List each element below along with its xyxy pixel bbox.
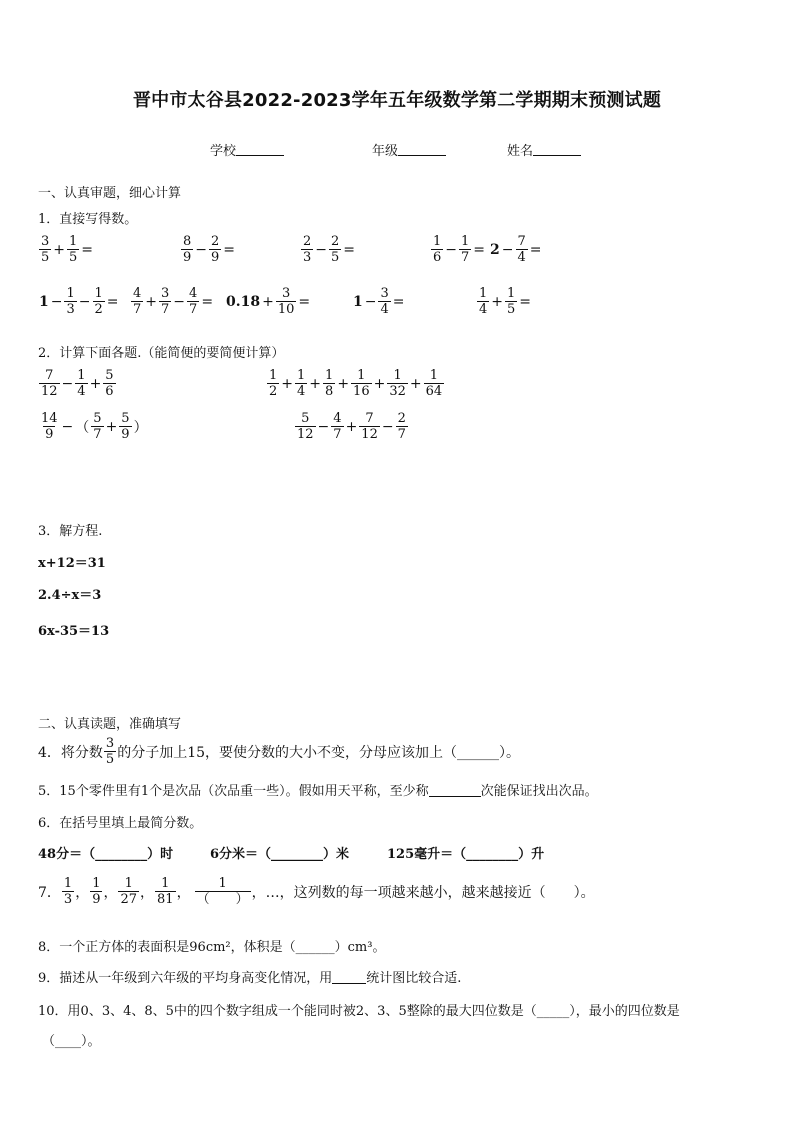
grade-field [372, 140, 446, 159]
q6-a: 48分＝（________）时 [38, 847, 174, 862]
operator: − [381, 418, 394, 435]
operator: + [409, 375, 422, 392]
operator: = [473, 241, 486, 258]
fraction [75, 368, 87, 399]
denominator: 7 [93, 427, 102, 442]
fraction [431, 234, 443, 265]
q1-expr-7 [225, 286, 311, 317]
denominator: 9 [183, 250, 192, 265]
q2-expr-3 [38, 411, 149, 442]
denominator: 27 [120, 892, 138, 907]
fraction [295, 368, 307, 399]
operator: = [343, 241, 356, 258]
operator: = [106, 293, 119, 310]
denominator: 7 [161, 302, 170, 317]
operator: = [223, 241, 236, 258]
q1-expr-6 [130, 286, 214, 317]
denominator: 12 [41, 384, 58, 399]
numerator: 7 [45, 368, 54, 383]
fraction [505, 286, 517, 317]
operator: − [195, 241, 208, 258]
numerator: 1 [269, 368, 278, 383]
numerator: 1 [429, 368, 439, 383]
fraction [295, 411, 316, 442]
denominator: 5 [69, 250, 78, 265]
numerator: 5 [105, 368, 114, 383]
operator: = [81, 241, 94, 258]
fraction [459, 234, 471, 265]
numerator: 1 [393, 368, 402, 383]
operator: = [298, 293, 311, 310]
numerator: 3 [41, 234, 50, 249]
grade-label: 年级 [372, 144, 399, 159]
q2-expr-2 [266, 368, 445, 399]
q9: 9．描述从一年级到六年级的平均身高变化情况，用 统计图比较合适. [38, 971, 462, 986]
q6-label: 6．在括号里填上最简分数。 [38, 816, 203, 831]
fraction [155, 876, 176, 907]
q7: 7． $\frac{1}{3}$ ， $\frac{1}{9}$ ， $\frac{1}{27}$ ， $\frac{1}{81}$ ， $\frac{1}{( )}$ ，…，这列数的每一项越来越小，越来越接近（ ）。 [38, 876, 595, 907]
fraction [267, 368, 279, 399]
fraction [67, 234, 79, 265]
operator: + [145, 293, 158, 310]
q9-blank[interactable] [332, 971, 366, 984]
fraction [387, 368, 408, 399]
denominator: 5 [105, 752, 115, 767]
denominator: 7 [333, 427, 342, 442]
page-title: 晋中市太谷县2022-2023学年五年级数学第二学期期末预测试题 [132, 90, 662, 111]
numerator: 1 [92, 876, 101, 891]
school-label: 学校 [210, 144, 237, 159]
q2-label: 2．计算下面各题.（能简便的要简便计算） [38, 346, 285, 361]
q10-line-1: 10．用0、3、4、8、5中的四个数字组成一个能同时被2、3、5整除的最大四位数是（_____），最小的四位数是 [38, 1004, 680, 1019]
fraction [331, 411, 343, 442]
numerator: 1 [63, 876, 73, 891]
operator: − [50, 293, 63, 310]
denominator: 4 [297, 384, 306, 399]
denominator: 7 [461, 250, 470, 265]
operator: − [61, 418, 74, 435]
numerator: 1 [161, 876, 170, 891]
denominator: 64 [425, 384, 443, 399]
operator: 1 [353, 293, 363, 310]
denominator: 7 [397, 427, 406, 442]
q1-expr-2 [180, 234, 236, 265]
denominator: 5 [41, 250, 50, 265]
numerator: 1 [218, 876, 227, 891]
operator: − [61, 375, 74, 392]
numerator: 2 [397, 411, 406, 426]
numerator: 7 [517, 234, 526, 249]
operator: − [445, 241, 458, 258]
operator: + [53, 241, 66, 258]
q2-expr-4 [294, 411, 409, 442]
operator: = [529, 241, 542, 258]
fraction [90, 876, 102, 907]
numerator: 1 [69, 234, 78, 249]
fraction [329, 234, 341, 265]
q1-expr-8 [352, 286, 406, 317]
q5-blank[interactable] [429, 784, 481, 797]
q6-b: 6分米＝（________）米 [210, 847, 350, 862]
denominator: 32 [389, 384, 406, 399]
denominator: 10 [277, 302, 295, 317]
operator: + [281, 375, 294, 392]
section-2-heading: 二、认真读题，准确填写 [38, 717, 182, 732]
operator: − [364, 293, 377, 310]
numerator: 3 [380, 286, 389, 301]
numerator: 1 [357, 368, 366, 383]
numerator: 2 [303, 234, 312, 249]
fraction [359, 411, 380, 442]
q1-expr-1 [38, 234, 94, 265]
numerator: 1 [507, 286, 516, 301]
fraction [378, 286, 390, 317]
operator: 0.18 [226, 293, 261, 310]
numerator: 1 [77, 368, 86, 383]
operator: = [201, 293, 214, 310]
numerator: 1 [479, 286, 488, 301]
q1-label: 1．直接写得数。 [38, 212, 138, 227]
operator: ） [133, 419, 148, 436]
denominator: 4 [479, 302, 488, 317]
operator: + [262, 293, 274, 310]
operator: + [105, 418, 118, 435]
denominator: 2 [269, 384, 278, 399]
denominator: 12 [297, 427, 314, 442]
operator: − [315, 241, 328, 258]
q8: 8．一个正方体的表面积是96cm²，体积是（______）cm³。 [38, 940, 386, 955]
name-field [507, 140, 581, 159]
numerator: 1 [66, 286, 75, 301]
operator: − [78, 293, 91, 310]
fraction [93, 286, 105, 317]
numerator: 4 [189, 286, 198, 301]
numerator: 8 [183, 234, 192, 249]
numerator: 3 [281, 286, 291, 301]
denominator: 16 [353, 384, 370, 399]
fraction [323, 368, 335, 399]
denominator: 3 [303, 250, 312, 265]
school-blank[interactable] [236, 143, 284, 156]
grade-blank[interactable] [398, 143, 446, 156]
q3-equation-2: 2.4÷x＝3 [38, 588, 102, 603]
numerator: 1 [297, 368, 306, 383]
operator: + [309, 375, 322, 392]
q1-expr-3 [300, 234, 356, 265]
denominator: 3 [63, 892, 73, 907]
operator: （ [75, 419, 90, 436]
fraction [351, 368, 372, 399]
numerator: 2 [211, 234, 220, 249]
operator: + [89, 375, 102, 392]
operator: 2 [490, 241, 500, 258]
denominator: 7 [133, 302, 142, 317]
name-label: 姓名 [507, 144, 534, 159]
fraction [424, 368, 445, 399]
numerator: 5 [121, 411, 130, 426]
operator: + [491, 293, 504, 310]
numerator: 1 [325, 368, 334, 383]
numerator: 7 [365, 411, 374, 426]
denominator: 5 [507, 302, 516, 317]
fraction [39, 368, 60, 399]
q1-expr-9 [476, 286, 532, 317]
numerator: 14 [41, 411, 58, 426]
fraction [181, 234, 193, 265]
fraction [276, 286, 297, 317]
denominator: 6 [433, 250, 442, 265]
operator: 1 [39, 293, 49, 310]
numerator: 1 [433, 234, 442, 249]
numerator: 2 [331, 234, 340, 249]
numerator: 3 [161, 286, 170, 301]
fraction [62, 876, 74, 907]
q2-expr-1 [38, 368, 117, 399]
denominator: 9 [121, 427, 130, 442]
operator: − [173, 293, 186, 310]
fraction [131, 286, 143, 317]
numerator: 5 [301, 411, 310, 426]
denominator: 3 [66, 302, 75, 317]
fraction [209, 234, 221, 265]
operator: + [345, 418, 358, 435]
denominator: 7 [189, 302, 198, 317]
fraction [118, 876, 139, 907]
fraction [187, 286, 199, 317]
numerator: 4 [133, 286, 142, 301]
fraction [159, 286, 171, 317]
numerator: 5 [93, 411, 102, 426]
fraction [301, 234, 313, 265]
denominator: 2 [94, 302, 103, 317]
fraction [64, 286, 76, 317]
q5: 5．15个零件里有1个是次品（次品重一些）。假如用天平称，至少称 次能保证找出次品。 [38, 784, 598, 799]
fraction [516, 234, 528, 265]
school-field [210, 140, 284, 159]
denominator: 4 [517, 250, 526, 265]
q3-equation-1: x+12＝31 [38, 556, 106, 571]
q1-expr-4 [430, 234, 543, 265]
denominator: 81 [157, 892, 174, 907]
fraction [91, 411, 103, 442]
numerator: 3 [105, 736, 115, 751]
denominator: 4 [380, 302, 389, 317]
q10-line-2: （____）。 [42, 1034, 101, 1049]
numerator: 1 [94, 286, 103, 301]
q6-c: 125毫升＝（________）升 [387, 847, 545, 862]
denominator: 4 [77, 384, 86, 399]
name-blank[interactable] [533, 143, 581, 156]
q3-equation-3: 6x-35＝13 [38, 624, 110, 639]
fraction [103, 368, 115, 399]
fraction [104, 736, 116, 767]
denominator: 6 [105, 384, 114, 399]
denominator: 8 [325, 384, 334, 399]
fraction [39, 411, 60, 442]
fraction [119, 411, 131, 442]
numerator: 1 [124, 876, 133, 891]
operator: = [519, 293, 532, 310]
section-1-heading: 一、认真审题，细心计算 [38, 186, 182, 201]
operator: − [501, 241, 514, 258]
denominator: 9 [92, 892, 101, 907]
denominator: 12 [361, 427, 378, 442]
fraction [477, 286, 489, 317]
denominator: 5 [331, 250, 340, 265]
denominator: 9 [211, 250, 220, 265]
numerator: 4 [333, 411, 342, 426]
operator: − [317, 418, 330, 435]
operator: + [337, 375, 350, 392]
operator: = [392, 293, 405, 310]
numerator: 1 [461, 234, 470, 249]
q4: 4．将分数 $\frac{3}{5}$ 的分子加上15，要使分数的大小不变，分母应该加上（______）。 [38, 736, 521, 767]
denominator: （ ） [196, 892, 249, 907]
fraction [39, 234, 51, 265]
q1-expr-5 [38, 286, 120, 317]
denominator: 9 [45, 427, 54, 442]
q3-label: 3．解方程. [38, 524, 103, 539]
fraction [396, 411, 408, 442]
operator: + [373, 375, 386, 392]
fraction [195, 876, 251, 907]
